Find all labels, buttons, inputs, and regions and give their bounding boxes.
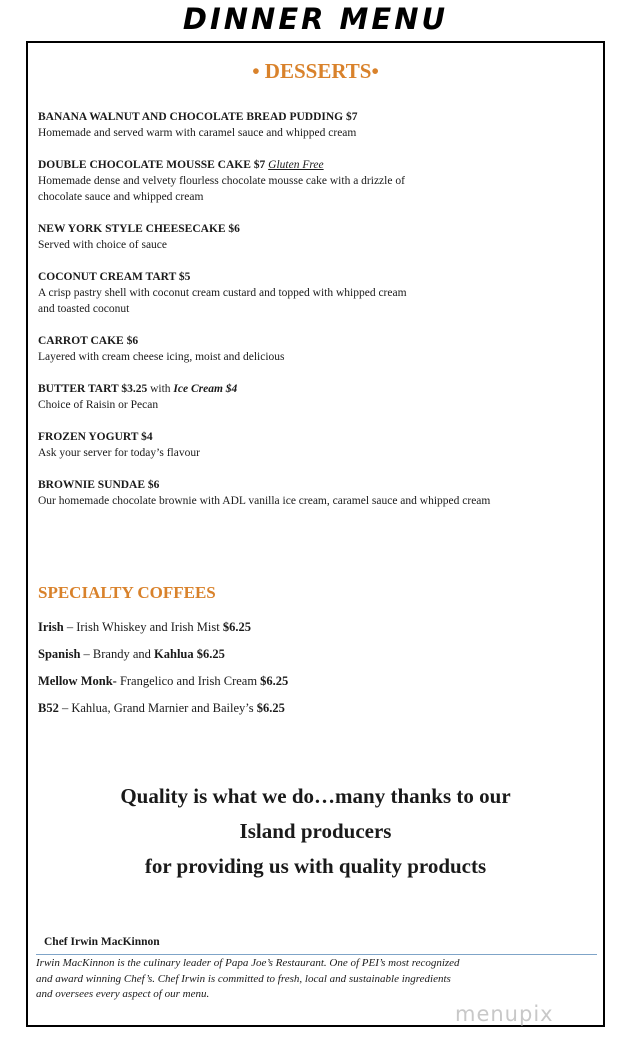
page-title: DINNER MENU xyxy=(182,2,449,36)
quality-statement xyxy=(28,779,603,884)
list-item xyxy=(38,333,593,365)
item-name: NEW YORK STYLE CHEESECAKE $6 xyxy=(38,223,240,235)
item-desc: Layered with cream cheese icing, moist and delicious xyxy=(38,351,285,363)
item-desc: Ask your server for today’s flavour xyxy=(38,447,200,459)
coffee-price: $6.25 xyxy=(256,701,285,715)
list-item xyxy=(38,700,593,716)
item-name-row xyxy=(38,381,593,397)
list-item xyxy=(38,157,593,205)
item-desc: Homemade dense and velvety flourless chocolate mousse cake with a drizzle of xyxy=(38,175,405,187)
desserts-list xyxy=(38,109,593,525)
item-name: BROWNIE SUNDAE $6 xyxy=(38,479,160,491)
coffee-price: $6.25 xyxy=(222,620,251,634)
item-with: with xyxy=(150,383,171,395)
item-name: COCONUT CREAM TART $5 xyxy=(38,271,191,283)
coffee-desc: Frangelico and Irish Cream xyxy=(116,674,261,688)
quality-line-1: Quality is what we do…many thanks to our xyxy=(120,784,511,808)
chef-bio xyxy=(36,956,594,1003)
item-desc: Choice of Raisin or Pecan xyxy=(38,399,159,411)
list-item xyxy=(38,619,593,635)
item-name: DOUBLE CHOCOLATE MOUSSE CAKE $7 xyxy=(38,159,266,171)
coffee-desc: – Kahlua, Grand Marnier and Bailey’s xyxy=(58,701,257,715)
item-desc: Homemade and served warm with caramel sauce and whipped cream xyxy=(38,127,357,139)
item-desc: A crisp pastry shell with coconut cream custard and topped with whipped cream xyxy=(38,287,407,299)
coffee-name: B52 xyxy=(38,701,59,715)
coffee-price: $6.25 xyxy=(260,674,289,688)
chef-name: Chef Irwin MacKinnon xyxy=(44,936,160,948)
quality-line-2: Island producers xyxy=(239,819,392,843)
item-desc-cont: chocolate sauce and whipped cream xyxy=(38,191,204,203)
item-desc-cont: and toasted coconut xyxy=(38,303,130,315)
coffees-list xyxy=(38,619,593,727)
coffee-price: $6.25 xyxy=(193,647,225,661)
chef-bio-line-2: and award winning Chef’s. Chef Irwin is committed to fresh, local and sustainable ingredients xyxy=(36,972,451,985)
list-item xyxy=(38,673,593,689)
item-desc: Served with choice of sauce xyxy=(38,239,168,251)
coffee-desc: – Brandy and xyxy=(80,647,155,661)
chef-bio-line-1: Irwin MacKinnon is the culinary leader of Papa Joe’s Restaurant. One of PEI’s most recognized xyxy=(36,957,460,969)
coffee-desc: – Irish Whiskey and Irish Mist xyxy=(63,620,223,634)
coffee-extra: Kahlua xyxy=(154,647,194,661)
coffees-title: SPECIALTY COFFEES xyxy=(38,583,216,602)
list-item xyxy=(38,477,593,509)
coffee-name: Mellow Monk- xyxy=(38,674,117,688)
list-item xyxy=(38,429,593,461)
list-item xyxy=(38,109,593,141)
item-name: BUTTER TART $3.25 xyxy=(38,383,148,395)
chef-bio-line-3: and oversees every aspect of our menu. xyxy=(36,988,210,1000)
item-name: BANANA WALNUT AND CHOCOLATE BREAD PUDDING $7 xyxy=(38,111,358,123)
list-item xyxy=(38,646,593,662)
item-name: CARROT CAKE $6 xyxy=(38,335,139,347)
divider xyxy=(36,954,597,955)
item-extra: Ice Cream $4 xyxy=(173,383,238,395)
list-item xyxy=(38,269,593,317)
item-desc: Our homemade chocolate brownie with ADL vanilla ice cream, caramel sauce and whipped cream xyxy=(38,495,491,507)
item-name: FROZEN YOGURT $4 xyxy=(38,431,153,443)
gluten-free-note: Gluten Free xyxy=(268,159,324,171)
item-name-row xyxy=(38,157,593,173)
coffee-name: Spanish xyxy=(38,647,81,661)
list-item xyxy=(38,221,593,253)
watermark: menupix xyxy=(455,1002,554,1026)
coffee-name: Irish xyxy=(38,620,64,634)
desserts-title: • DESSERTS• xyxy=(252,59,379,83)
quality-line-3: for providing us with quality products xyxy=(144,854,487,878)
menu-frame xyxy=(26,41,605,1027)
list-item xyxy=(38,381,593,413)
